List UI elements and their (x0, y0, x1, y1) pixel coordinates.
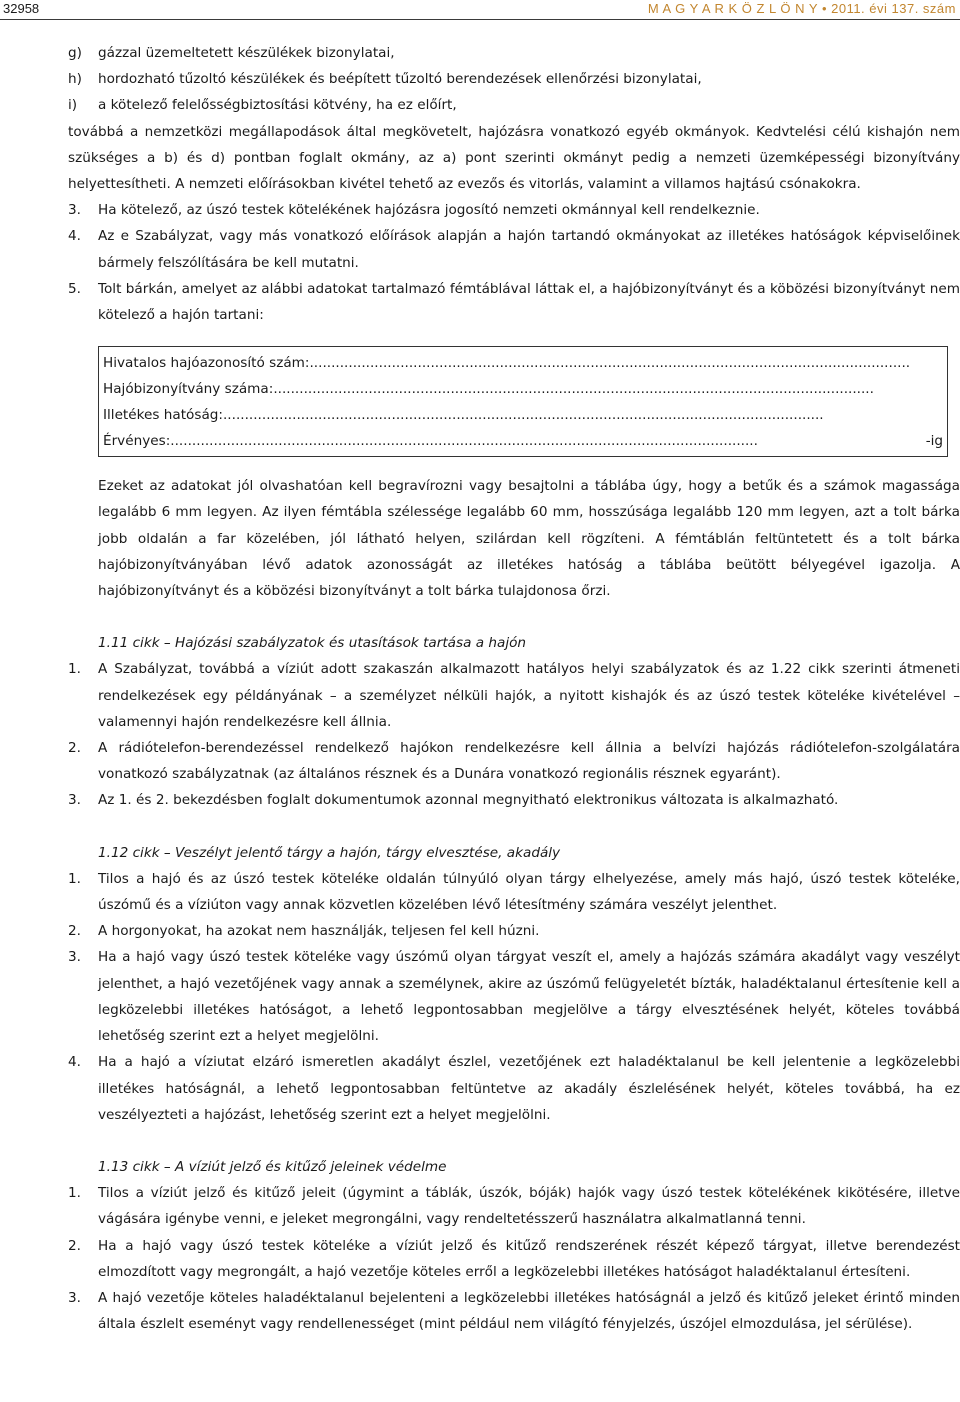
list-item (68, 787, 960, 813)
list-marker: 3. (68, 202, 81, 219)
list-marker: 3. (68, 792, 81, 809)
list-marker: 2. (68, 1237, 81, 1254)
list-marker: 1. (68, 1185, 81, 1202)
list-marker: g) (68, 45, 82, 61)
list-item (68, 656, 960, 735)
list-text: Ha kötelező, az úszó testek kötelékének hajózásra jogosító nemzeti okmánnyal kell rendelkeznie. (98, 202, 760, 219)
list-item (68, 944, 960, 1049)
list-text: Ha a hajó vagy úszó testek köteléke vagy úszómű olyan tárgyat veszít el, amely a hajózás számára akadályt vagy veszélyt jelenthet, a hajó vezetőjének vagy annak a személynek, akire az úszómű felügyeletét bízták, haladéktalanul értesítenie kell a legközelebbi illetékes hatóságot, a lehető legpontosabban megjelölve a tárgy elvesztésének helyét, köteles továbbá lehetőség szerint ezt a helyet megjelölni. (98, 949, 960, 1045)
list-item (68, 1233, 960, 1285)
list-item (68, 1049, 960, 1128)
section-heading: 1.12 cikk – Veszélyt jelentő tárgy a hajón, tárgy elvesztése, akadály (98, 844, 561, 861)
list-text: A Szabályzat, továbbá a víziút adott szakaszán alkalmazott hatályos helyi szabályzatok és az 1.22 cikk szerinti átmeneti rendelkezések egy példányának – a személyzet nélküli hajók, a nyitott kishajók és az úszó testek köteléke kivételével – valamennyi hajón rendelkezésre kell állnia. (98, 661, 960, 730)
plate-data-box (98, 346, 948, 457)
list-marker: 4. (68, 228, 81, 245)
list-item (68, 1285, 960, 1337)
list-item (68, 66, 960, 92)
validity-dots: ........................................................................................................................................ (170, 433, 758, 450)
validity-suffix: -ig (925, 433, 943, 450)
list-text: Tilos a hajó és az úszó testek köteléke oldalán túlnyúló olyan tárgy elhelyezése, amely más hajó, úszó testek köteléke, úszómű és a víziúton vagy annak közvetlen közelében lévő létesítmény számára veszélyt jelenthet. (98, 870, 960, 914)
paragraph: Ezeket az adatokat jól olvashatóan kell begravírozni vagy besajtolni a táblába úgy, hogy a betűk és a számok magassága legalább 6 mm legyen. Az ilyen fémtábla szélessége legalább 60 mm, hosszúsága legalább 120 mm legyen, azt a tolt bárka jobb oldalán a far közelében, jól látható helyen, szilárdan kell rögzíteni. A fémtáblán feltüntetett és a tolt bárka hajóbizonyítványában lévő adatok azonosságát az illetékes hatóság a táblába beütött bélyegével igazolja. A hajóbizonyítványt és a köbözési bizonyítványt a tolt bárka tulajdonosa őrzi. (98, 478, 960, 600)
list-text: Tolt bárkán, amelyet az alábbi adatokat tartalmazó fémtáblával láttak el, a hajóbizonyítványt és a köbözési bizonyítványt nem kötelező a hajón tartani: (98, 280, 960, 324)
list-marker: 1. (68, 661, 81, 678)
list-marker: i) (68, 97, 78, 114)
validity-label: Érvényes: (103, 433, 171, 450)
list-text: Ha a hajó vagy úszó testek köteléke a víziút jelző és kitűző rendszerének részét képező tárgyat, illetve berendezést elmozdított vagy megrongált, a hajó vezetője köteles erről a legközelebbi illetékes hatóságot haladéktalanul értesíteni. (98, 1237, 960, 1280)
header-rule (0, 19, 960, 20)
list-marker: h) (68, 71, 82, 88)
list-item (68, 276, 960, 328)
plate-row-id: Hivatalos hajóazonosító szám:........................................................................................................................................... (103, 355, 911, 372)
list-text: A hajó vezetője köteles haladéktalanul bejelenteni a legközelebbi illetékes hatóságnál a jelző és kitűző jeleket érintő minden általa észlelt eseményt vagy rendellenességet (mint például nem világító fényjelzés, úszójel elmozdulása, jel sérülése). (98, 1289, 960, 1333)
page-header (0, 0, 960, 20)
plate-row-validity (103, 428, 943, 454)
list-text: A horgonyokat, ha azokat nem használják, teljesen fel kell húzni. (98, 923, 540, 940)
list-text: A rádiótelefon-berendezéssel rendelkező hajókon rendelkezésre kell állnia a belvízi hajózás rádiótelefon-szolgálatára vonatkozó szabályzatnak (az általános résznek és a Dunára vonatkozó regionális résznek egyaránt). (98, 740, 960, 783)
list-item (68, 92, 960, 118)
list-text: Tilos a víziút jelző és kitűző jeleit (úgymint a táblák, úszók, bóják) hajók vagy úszó testek kötelékének kikötésére, illetve vágására igénybe venni, e jeleket megrongálni, vagy rendeltetésszerű használatra alkalmatlanná tenni. (98, 1185, 960, 1228)
list-marker: 1. (68, 870, 81, 887)
list-item (68, 735, 960, 787)
plate-row-certificate: Hajóbizonyítvány száma:........................................................................................................................................... (103, 381, 874, 398)
document-body (68, 40, 960, 1337)
list-item (68, 197, 960, 223)
list-item (68, 40, 960, 66)
page-number: 32958 (3, 1, 40, 16)
list-text: Az 1. és 2. bekezdésben foglalt dokumentumok azonnal megnyitható elektronikus változata is alkalmazható. (98, 792, 839, 809)
running-title: M A G Y A R K Ö Z L Ö N Y • 2011. évi 137. szám (647, 1, 956, 16)
list-marker: 4. (68, 1054, 81, 1071)
paragraph: továbbá a nemzetközi megállapodások által megkövetelt, hajózásra vonatkozó egyéb okmányok. Kedvtelési célú kishajón nem szükséges a b) és d) pontban foglalt okmány, az a) pont szerinti okmányt pedig a nemzeti üzemképességi bizonyítvány helyettesítheti. A nemzeti előírásokban kivétel tehető az evezős és vitorlás, valamint a villamos hajtású csónakokra. (68, 123, 960, 193)
list-marker: 3. (68, 1289, 81, 1306)
list-text: Ha a hajó a víziutat elzáró ismeretlen akadályt észlel, vezetőjének ezt haladéktalanul be kell jelentenie a legközelebbi illetékes hatóságnál, a lehető legpontosabban feltüntetve az akadály észlelésének helyét, köteles továbbá, ha ez veszélyezteti a hajózást, lehetőség szerint ezt a helyet megjelölni. (98, 1054, 960, 1123)
list-item (68, 866, 960, 918)
section-heading: 1.13 cikk – A víziút jelző és kitűző jeleinek védelme (98, 1158, 447, 1175)
plate-row-authority: Illetékes hatóság:........................................................................................................................................... (103, 407, 824, 424)
list-text: hordozható tűzoltó készülékek és beépített tűzoltó berendezések ellenőrzési bizonylatai, (98, 71, 702, 88)
list-item (68, 918, 960, 944)
list-marker: 3. (68, 949, 81, 966)
list-marker: 2. (68, 923, 81, 940)
list-marker: 2. (68, 740, 81, 757)
list-marker: 5. (68, 280, 81, 297)
section-heading: 1.11 cikk – Hajózási szabályzatok és utasítások tartása a hajón (98, 635, 527, 652)
list-text: a kötelező felelősségbiztosítási kötvény, ha ez előírt, (98, 97, 457, 114)
list-text: gázzal üzemeltetett készülékek bizonylatai, (98, 45, 395, 61)
list-text: Az e Szabályzat, vagy más vonatkozó előírások alapján a hajón tartandó okmányokat az illetékes hatóságok képviselőinek bármely felszólítására be kell mutatni. (98, 228, 960, 271)
list-item (68, 223, 960, 275)
list-item (68, 1180, 960, 1232)
